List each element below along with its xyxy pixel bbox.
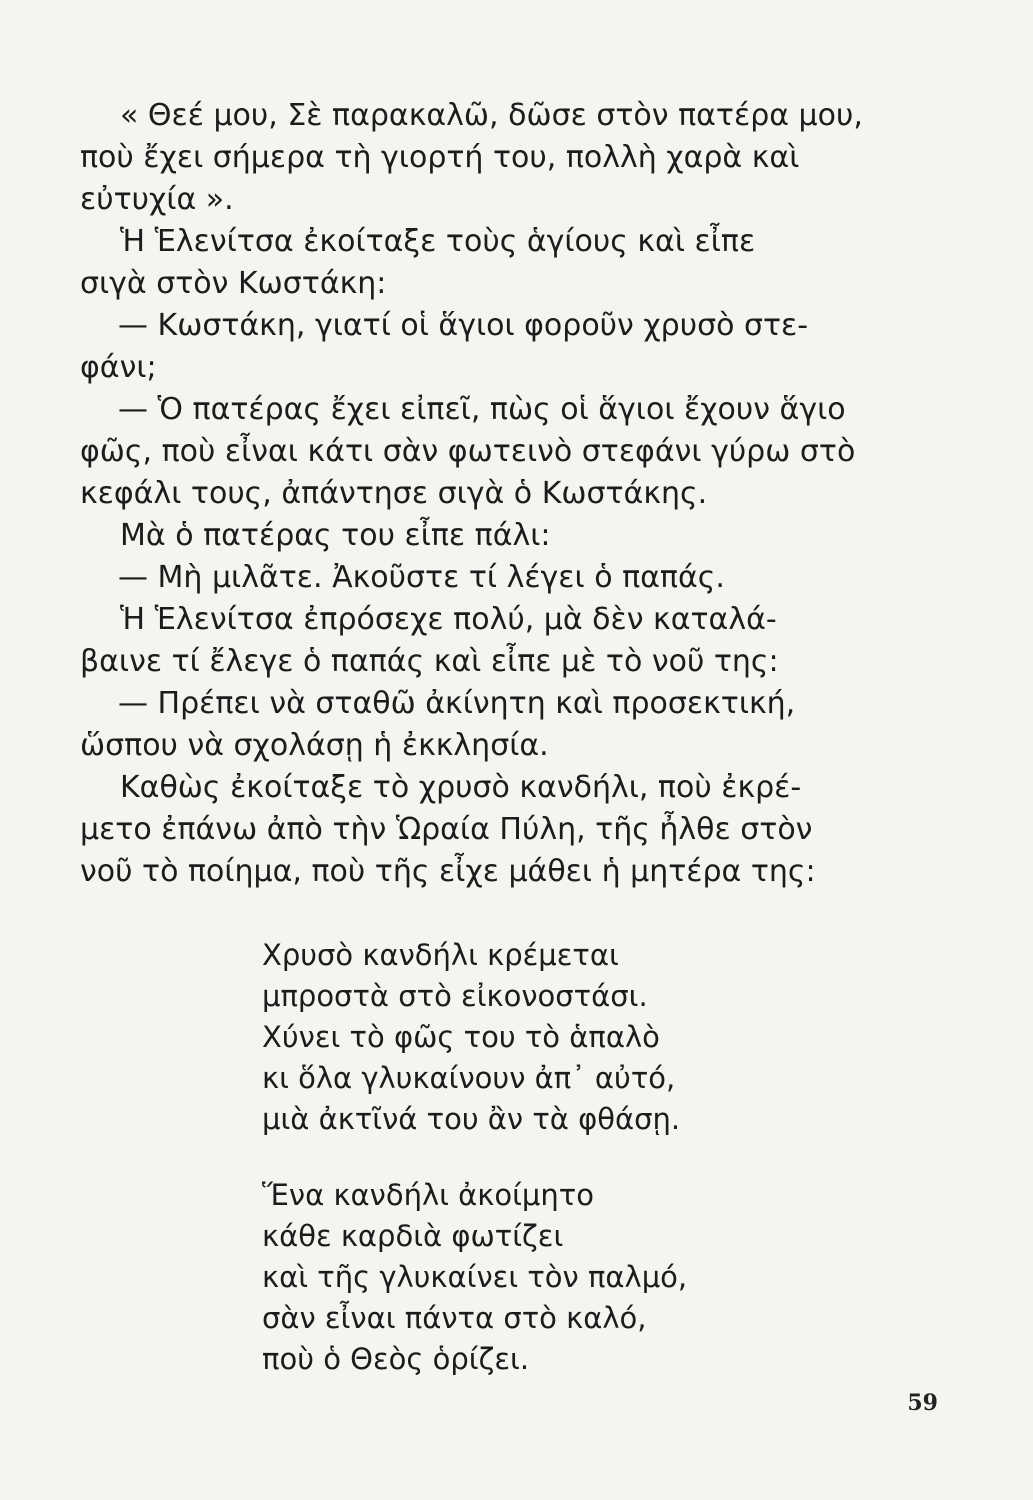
text-line: νοῦ τὸ ποίημα, ποὺ τῆς εἶχε μάθει ἡ μητέρα της: xyxy=(80,854,816,889)
poem-line: Χύνει τὸ φῶς του τὸ ἁπαλὸ xyxy=(262,1020,660,1054)
poem-line: μπροστὰ στὸ εἰκονοστάσι. xyxy=(262,979,648,1013)
text-line: Ἡ Ἑλενίτσα ἐκοίταξε τοὺς ἁγίους καὶ εἶπε xyxy=(120,224,756,259)
text-line: βαινε τί ἔλεγε ὁ παπάς καὶ εἶπε μὲ τὸ νοῦ της: xyxy=(80,644,779,679)
poem-line: καὶ τῆς γλυκαίνει τὸν παλμό, xyxy=(262,1260,688,1294)
text-line: ὥσπου νὰ σχολάσῃ ἡ ἐκκλησία. xyxy=(80,728,549,763)
text-line: φάνι; xyxy=(80,350,157,385)
text-line: — Ὁ πατέρας ἔχει εἰπεῖ, πὼς οἱ ἅγιοι ἔχουν ἅγιο xyxy=(118,392,846,427)
text-line: κεφάλι τους, ἀπάντησε σιγὰ ὁ Κωστάκης. xyxy=(80,476,708,511)
text-line: Ἡ Ἑλενίτσα ἐπρόσεχε πολύ, μὰ δὲν καταλά- xyxy=(120,602,777,637)
text-line: — Πρέπει νὰ σταθῶ ἀκίνητη καὶ προσεκτική, xyxy=(118,686,796,721)
prose-text xyxy=(80,95,940,893)
text-line: — Μὴ μιλᾶτε. Ἀκοῦστε τί λέγει ὁ παπάς. xyxy=(118,560,725,595)
poem-line: σὰν εἶναι πάντα στὸ καλό, xyxy=(262,1301,647,1335)
text-line: « Θεέ μου, Σὲ παρακαλῶ, δῶσε στὸν πατέρα μου, xyxy=(120,98,863,133)
text-line: Μὰ ὁ πατέρας του εἶπε πάλι: xyxy=(120,518,551,553)
poem-line: μιὰ ἀκτῖνά του ἂν τὰ φθάσῃ. xyxy=(262,1102,681,1136)
text-line: ποὺ ἔχει σήμερα τὴ γιορτή του, πολλὴ χαρὰ καὶ xyxy=(80,140,800,175)
page-number: 59 xyxy=(907,1390,938,1416)
text-line: φῶς, ποὺ εἶναι κάτι σὰν φωτεινὸ στεφάνι γύρω στὸ xyxy=(80,434,856,469)
poem-line: ποὺ ὁ Θεὸς ὁρίζει. xyxy=(262,1342,530,1376)
poem-stanza-1 xyxy=(262,935,822,1140)
text-line: Καθὼς ἐκοίταξε τὸ χρυσὸ κανδήλι, ποὺ ἐκρέ- xyxy=(120,770,802,805)
poem-line: κι ὅλα γλυκαίνουν ἀπ᾽ αὐτό, xyxy=(262,1061,676,1095)
poem-line: Ἕνα κανδήλι ἀκοίμητο xyxy=(262,1178,594,1212)
poem-line: κάθε καρδιὰ φωτίζει xyxy=(262,1219,564,1253)
text-line: μετο ἐπάνω ἀπὸ τὴν Ὡραία Πύλη, τῆς ἦλθε στὸν xyxy=(80,812,813,847)
text-line: σιγὰ στὸν Κωστάκη: xyxy=(80,266,387,301)
poem-line: Χρυσὸ κανδήλι κρέμεται xyxy=(262,938,619,972)
text-line: — Κωστάκη, γιατί οἱ ἅγιοι φοροῦν χρυσὸ στε- xyxy=(118,308,809,343)
poem-stanza-2 xyxy=(262,1175,822,1380)
text-line: εὐτυχία ». xyxy=(80,182,234,217)
